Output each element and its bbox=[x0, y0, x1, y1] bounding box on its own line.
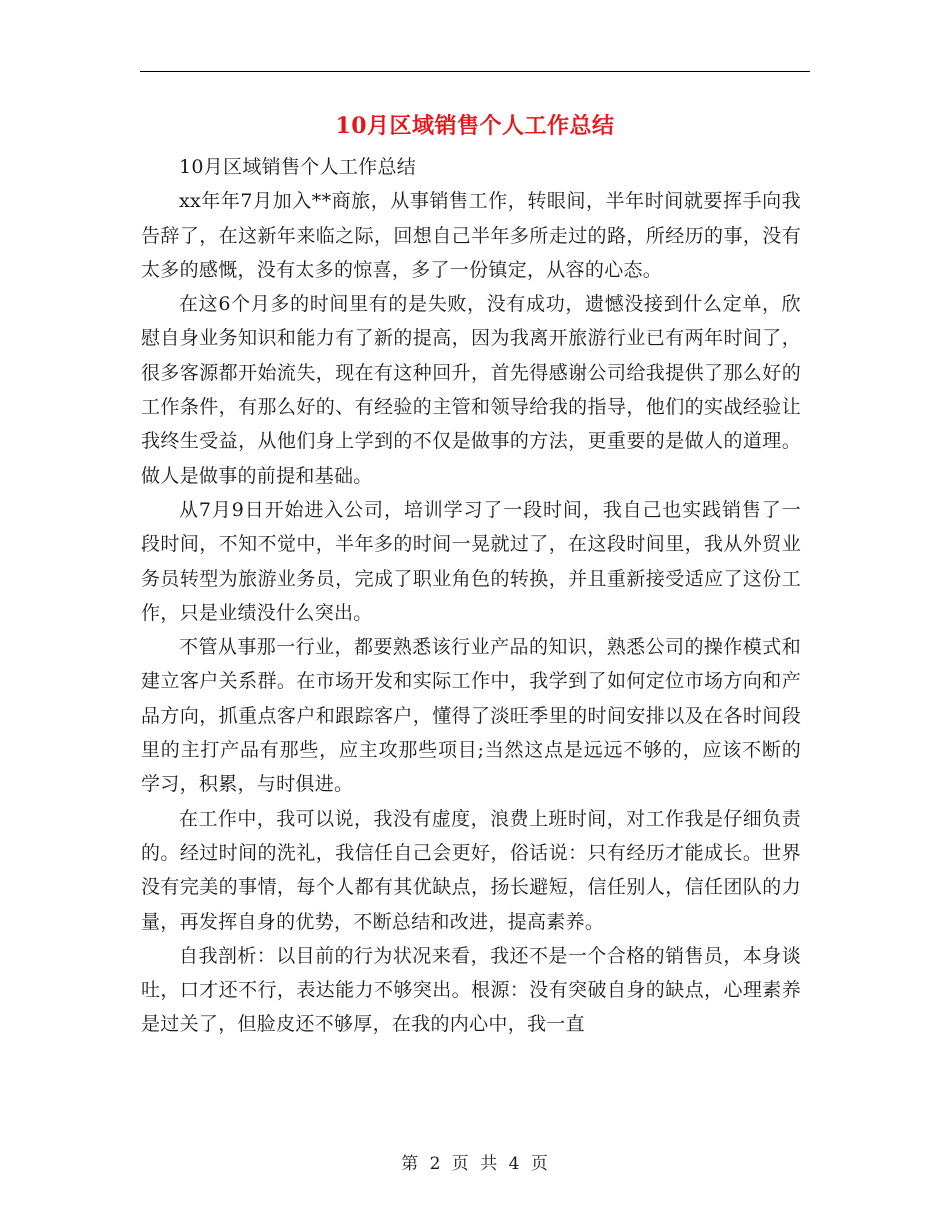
paragraph: xx年年7月加入**商旅，从事销售工作，转眼间，半年时间就要挥手向我告辞了，在这新年来临之际，回想自己半年多所走过的路，所经历的事，没有太多的感慨，没有太多的惊喜，多了一份镇定，从容的心态。 bbox=[141, 190, 801, 281]
header-rule bbox=[140, 71, 810, 72]
document-body bbox=[141, 150, 801, 1042]
document-title: 10月区域销售个人工作总结 bbox=[335, 113, 615, 139]
paragraph: 不管从事那一行业，都要熟悉该行业产品的知识，熟悉公司的操作模式和建立客户关系群。在市场开发和实际工作中，我学到了如何定位市场方向和产品方向，抓重点客户和跟踪客户，懂得了淡旺季里的时间安排以及在各时间段里的主打产品有那些，应主攻那些项目;当然这点是远远不够的，应该不断的学习，积累，与时俱进。 bbox=[141, 636, 801, 796]
paragraph: 从7月9日开始进入公司，培训学习了一段时间，我自己也实践销售了一段时间，不知不觉中，半年多的时间一晃就过了，在这段时间里，我从外贸业务员转型为旅游业务员，完成了职业角色的转换，并且重新接受适应了这份工作，只是业绩没什么突出。 bbox=[141, 498, 801, 624]
footer-total-prefix: 共 bbox=[480, 1154, 499, 1174]
current-page-number: 2 bbox=[429, 1154, 442, 1174]
paragraph: 在工作中，我可以说，我没有虚度，浪费上班时间，对工作我是仔细负责的。经过时间的洗礼，我信任自己会更好，俗话说：只有经历才能成长。世界没有完美的事情，每个人都有其优缺点，扬长避短，信任别人，信任团队的力量，再发挥自身的优势，不断总结和改进，提高素养。 bbox=[141, 807, 801, 933]
page-footer bbox=[0, 1152, 950, 1176]
paragraph: 在这6个月多的时间里有的是失败，没有成功，遗憾没接到什么定单，欣慰自身业务知识和能力有了新的提高，因为我离开旅游行业已有两年时间了，很多客源都开始流失，现在有这种回升，首先得感谢公司给我提供了那么好的工作条件，有那么好的、有经验的主管和领导给我的指导，他们的实战经验让我终生受益，从他们身上学到的不仅是做事的方法，更重要的是做人的道理。做人是做事的前提和基础。 bbox=[141, 293, 801, 487]
footer-page-unit: 页 bbox=[451, 1154, 470, 1174]
total-pages-number: 4 bbox=[508, 1154, 521, 1174]
footer-prefix: 第 bbox=[401, 1154, 420, 1174]
paragraph: 自我剖析：以目前的行为状况来看，我还不是一个合格的销售员，本身谈吐，口才还不行，表达能力不够突出。根源：没有突破自身的缺点，心理素养是过关了，但脸皮还不够厚，在我的内心中，我一直 bbox=[141, 944, 801, 1036]
footer-total-unit: 页 bbox=[530, 1154, 549, 1174]
paragraph-subtitle: 10月区域销售个人工作总结 bbox=[179, 156, 417, 178]
